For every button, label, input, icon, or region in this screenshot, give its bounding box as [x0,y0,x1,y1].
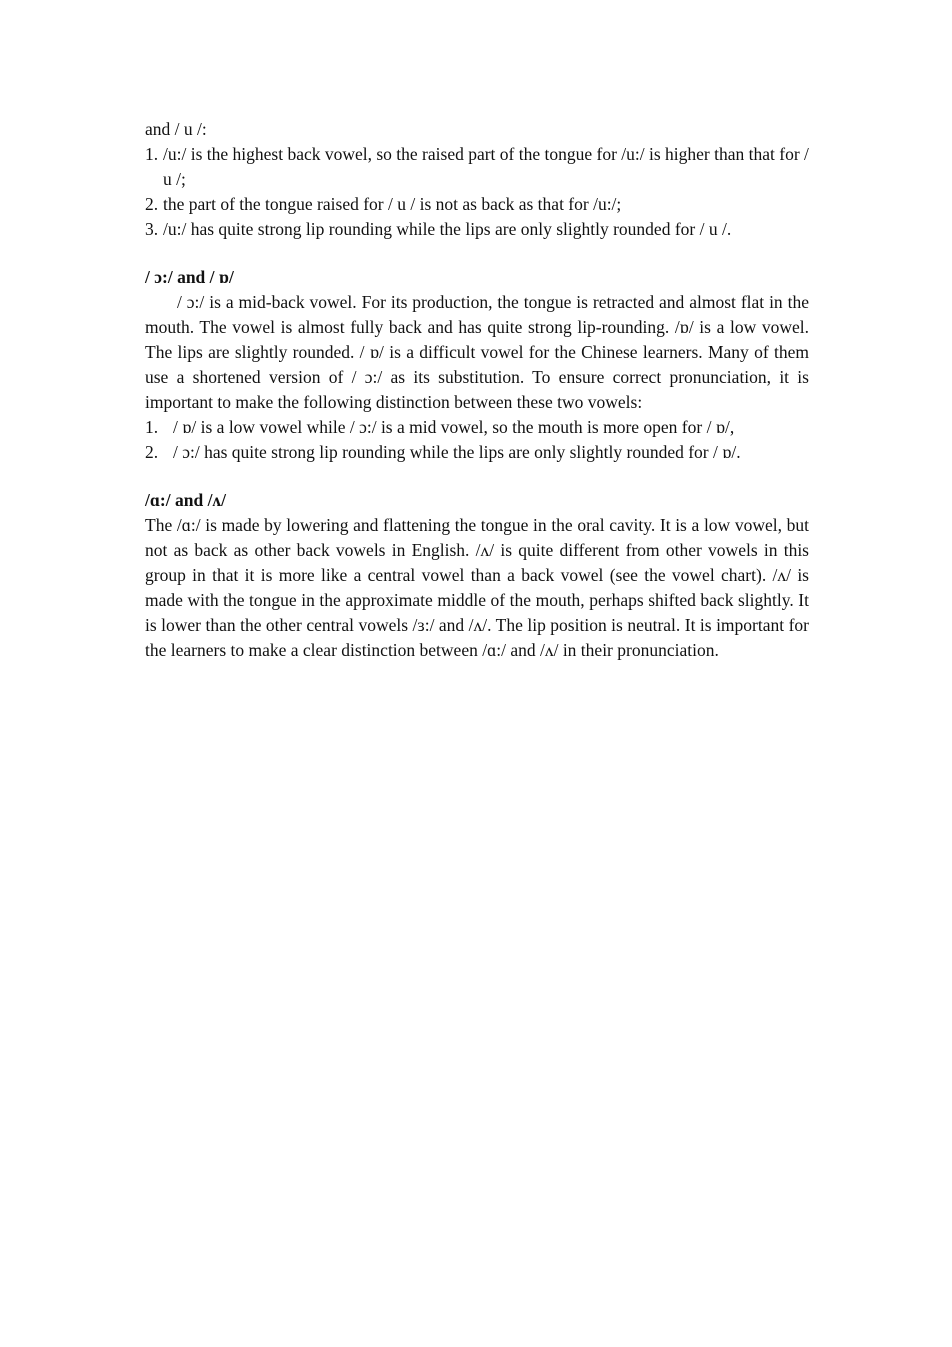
list-text: / ɔ:/ has quite strong lip rounding while the lips are only slightly rounded for / ɒ/. [173,442,741,462]
list-item [145,440,809,465]
section-paragraph: / ɔ:/ is a mid-back vowel. For its production, the tongue is retracted and almost flat in the mouth. The vowel is almost fully back and has quite strong lip-rounding. /ɒ/ is a low vowel. The lips are slightly rounded. / ɒ/ is a difficult vowel for the Chinese learners. Many of them use a shortened version of / ɔ:/ as its substitution. To ensure correct pronunciation, it is important to make the following distinction between these two vowels: [145,292,809,412]
list-item [145,415,809,440]
list-text: the part of the tongue raised for / u / is not as back as that for /u:/; [163,194,622,214]
list-number: 2. [145,194,159,214]
section-back-a [145,488,809,663]
list-text: / ɒ/ is a low vowel while / ɔ:/ is a mid vowel, so the mouth is more open for / ɒ/, [173,417,735,437]
intro-lead: and / u /: [145,119,207,139]
list-item [145,192,809,217]
list-number: 3. [145,219,159,239]
section-heading: / ɔ:/ and / ɒ/ [145,267,234,287]
list-number: 2. [145,442,159,462]
list-text: /u:/ has quite strong lip rounding while the lips are only slightly rounded for / u /. [163,219,732,239]
intro-block [145,117,809,242]
list-number: 1. [145,417,159,437]
section-open-o [145,265,809,465]
list-item [145,217,809,242]
list-number: 1. [145,144,159,164]
list-item [145,142,809,192]
section-heading: /ɑ:/ and /ʌ/ [145,490,227,510]
section-paragraph: The /ɑ:/ is made by lowering and flattening the tongue in the oral cavity. It is a low vowel, but not as back as other back vowels in English. /ʌ/ is quite different from other vowels in this group in that it is more like a central vowel than a back vowel (see the vowel chart). /ʌ/ is made with the tongue in the approximate middle of the mouth, perhaps shifted back slightly. It is lower than the other central vowels /ɜ:/ and /ʌ/. The lip position is neutral. It is important for the learners to make a clear distinction between /ɑ:/ and /ʌ/ in their pronunciation. [145,515,809,660]
document-page [145,117,809,663]
list-text: /u:/ is the highest back vowel, so the raised part of the tongue for /u:/ is higher than that for / u /; [163,144,809,189]
